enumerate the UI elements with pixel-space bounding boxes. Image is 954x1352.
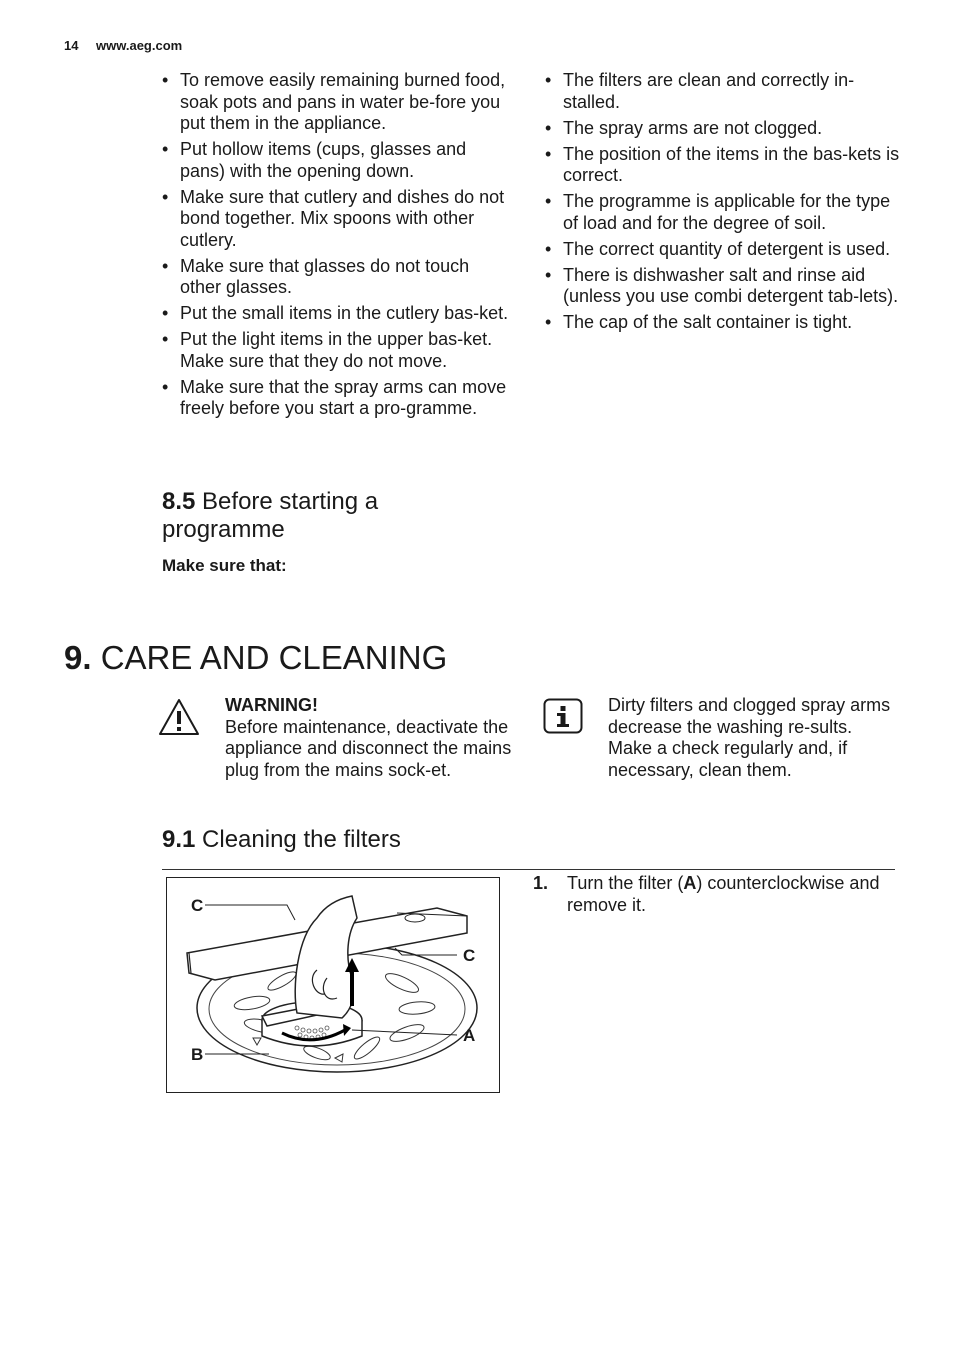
section-heading-9-1 — [162, 826, 401, 854]
list-item: • Make sure that glasses do not touch other glasses. — [162, 256, 512, 299]
section-heading-8-5 — [162, 488, 482, 544]
list-item: • Make sure that the spray arms can move freely before you start a pro-gramme. — [162, 377, 512, 420]
section-title: Cleaning the filters — [202, 826, 401, 853]
step-text-before: Turn the filter ( — [567, 873, 684, 893]
figure-label-c-top: C — [191, 896, 204, 915]
warning-triangle-icon — [158, 698, 200, 736]
step-number: 1. — [533, 873, 549, 893]
figure-label-a: A — [463, 1026, 476, 1045]
list-item: • The position of the items in the bas-kets is correct. — [545, 144, 900, 187]
figure-label-b: B — [191, 1045, 204, 1064]
warning-text: Before maintenance, deactivate the appliance and disconnect the mains plug from the mains sock-et. — [225, 716, 512, 780]
make-sure-intro: Make sure that: — [162, 556, 287, 575]
list-item: • Put the light items in the upper bas-ket. Make sure that they do not move. — [162, 329, 512, 372]
section-number: 8.5 — [162, 488, 196, 515]
info-icon — [543, 698, 583, 734]
list-item: • The cap of the salt container is tight. — [545, 312, 900, 334]
info-block — [608, 695, 893, 781]
page-number: 14 — [64, 38, 79, 53]
info-text-1: Dirty filters and clogged spray arms decrease the washing re-sults. — [608, 695, 891, 737]
info-text-2: Make a check regularly and, if necessary, clean them. — [608, 738, 848, 780]
chapter-title: CARE AND CLEANING — [100, 639, 448, 676]
step-text — [567, 872, 895, 916]
list-item: • The spray arms are not clogged. — [545, 118, 900, 140]
list-item: • The correct quantity of detergent is used. — [545, 239, 900, 261]
warning-title: WARNING! — [225, 695, 318, 715]
filter-removal-illustration — [166, 877, 500, 1093]
warning-block — [225, 695, 520, 781]
checks-column — [545, 70, 900, 338]
chapter-heading — [64, 638, 447, 678]
list-item: • Put the small items in the cutlery bas-ket. — [162, 303, 512, 325]
chapter-number: 9. — [64, 639, 92, 676]
checks-list — [545, 70, 900, 334]
list-item: • Make sure that cutlery and dishes do not bond together. Mix spoons with other cutlery. — [162, 187, 512, 252]
section-title: Before starting a programme — [162, 488, 379, 543]
figure-label-c-right: C — [463, 946, 476, 965]
section-number: 9.1 — [162, 826, 196, 853]
list-item: • To remove easily remaining burned food, soak pots and pans in water be-fore you put them in the appliance. — [162, 70, 512, 135]
list-item: • There is dishwasher salt and rinse aid (unless you use combi detergent tab-lets). — [545, 265, 900, 308]
list-item: • The filters are clean and correctly in-stalled. — [545, 70, 900, 113]
list-item: • The programme is applicable for the type of load and for the degree of soil. — [545, 191, 900, 234]
list-item: • Put hollow items (cups, glasses and pans) with the opening down. — [162, 139, 512, 182]
loading-tips-list — [162, 70, 512, 420]
loading-tips-column — [162, 70, 512, 424]
step-filter-label: A — [683, 873, 697, 893]
divider — [162, 869, 895, 870]
site-url: www.aeg.com — [96, 38, 183, 53]
step-text-after: ) counterclockwise and remove it. — [567, 873, 880, 915]
